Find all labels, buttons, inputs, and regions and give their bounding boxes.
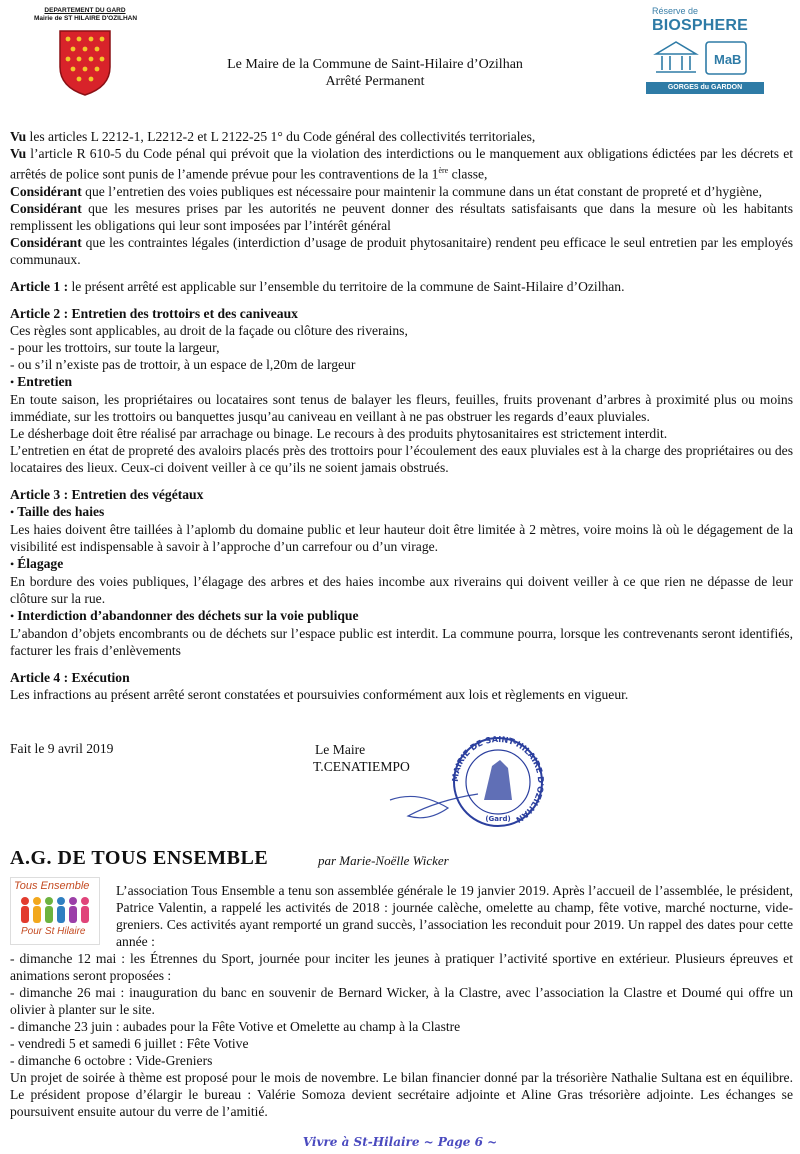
article-3-title: Article 3 : Entretien des végétaux (10, 486, 204, 502)
preamble-line: Considérant que les contraintes légales (interdiction d’usage de produit phytosanitaire) rendent peu efficace le seul entretien par les employés communaux. (10, 234, 793, 267)
tous-ensemble-logo (10, 877, 100, 945)
ag-date-item: - dimanche 23 juin : aubades pour la Fête Votive et Omelette au champ à la Clastre (10, 1019, 461, 1034)
article-2-title: Article 2 : Entretien des trottoirs et des caniveaux (10, 305, 298, 321)
mayor-stamp-icon (388, 730, 548, 840)
article-3-haies-text: Les haies doivent être taillées à l’aplomb du domaine public et leur hauteur doit être limitée à 2 mètres, voire moins là où le dégagement de la visibilité est indispensable à savoir à l’approche d’un carrefour ou d’un virage. (10, 521, 793, 554)
unesco-mab-icon (652, 38, 758, 80)
logo-line1: Tous Ensemble (14, 880, 90, 892)
bio-mab: MaB (714, 52, 742, 67)
bio-reserve: Réserve de (652, 6, 699, 16)
dept-line2: Mairie de ST HILAIRE D'OZILHAN (34, 15, 138, 22)
decree-body (10, 128, 793, 703)
ag-body (10, 950, 793, 1120)
decree-type: Arrêté Permanent (325, 74, 425, 89)
mayor-title: Le Maire de la Commune de Saint-Hilaire d’Ozilhan (227, 57, 523, 72)
header-title (150, 56, 600, 90)
bio-gorges: GORGES du GARDON (646, 82, 764, 94)
ag-intro: L’association Tous Ensemble a tenu son assemblée générale le 19 janvier 2019. Après l’accueil de l’assemblée, le président, Patrice Valentin, a rappelé les activités de 2018 : journée calèche, omelette au champ, fête votive, marché nocturne, vide-greniers. Ces activités ayant remporté un grand succès, l’association les reconduit pour 2019. Un rappel des dates pour cette année : (116, 883, 793, 949)
article-3-elagage-title: • Élagage (10, 555, 793, 573)
article-2-line: Ces règles sont applicables, au droit de la façade ou clôture des riverains, (10, 322, 408, 338)
ag-date-item: - dimanche 26 mai : inauguration du banc en souvenir de Bernard Wicker, à la Clastre, avec l’association la Clastre et Doumé qui offre un olivier à planter sur le site. (10, 985, 793, 1017)
preamble-line: Vu l’article R 610-5 du Code pénal qui prévoit que la violation des interdictions ou le manquement aux obligations édictées par les décrets et arrêtés de police sont punis de l’amende prévue pour les contraventions de la 1ère classe, (10, 146, 793, 182)
article-3-haies-title: • Taille des haies (10, 503, 793, 521)
ag-author: par Marie-Noëlle Wicker (318, 853, 449, 868)
article-3-dechets-text: L’abandon d’objets encombrants ou de déchets sur l’espace public est interdit. La commune pourra, lorsque les contrevenants seront identifiés, facturer les frais d’enlèvements (10, 625, 793, 658)
ag-date-item: - dimanche 6 octobre : Vide-Greniers (10, 1053, 213, 1068)
dept-line1: DEPARTEMENT DU GARD (44, 7, 126, 14)
article-2-para: En toute saison, les propriétaires ou locataires sont tenus de balayer les fleurs, feuilles, fruits provenant d’arbres à proximité plus ou moins immédiate, sur les trottoirs ou banquettes jusqu’au caniveau en veillant à ne pas obstruer les regards d’eaux pluviales. (10, 391, 793, 424)
preamble-line: Considérant que l’entretien des voies publiques est nécessaire pour maintenir la commune dans un état constant de propreté et d’hygiène, (10, 183, 762, 199)
preamble-line: Considérant que les mesures prises par les autorités ne peuvent donner des résultats satisfaisants que dans la mesure où les habitants remplissent les obligations qui leur sont imposées par l’intérêt général (10, 200, 793, 233)
article-2-para: L’entretien en état de propreté des avaloirs placés près des trottoirs pour l’écoulement des eaux pluviales est à la charge des propriétaires ou des locataires des lieux. Ceux-ci doivent veiller à ce qu’ils ne soient jamais obstrués. (10, 442, 793, 475)
stamp-gard-text: (Gard) (485, 815, 511, 823)
ag-title: A.G. DE TOUS ENSEMBLE (10, 847, 269, 869)
department-logo (34, 3, 136, 99)
ag-closing: Un projet de soirée à thème est proposé pour le mois de novembre. Le bilan financier donné par la trésorière Nathalie Sultana est en équilibre. Le président propose d’élargir le bureau : Valérie Somoza devient secrétaire adjointe et Aline Gras trésorière adjointe. Les échanges se poursuivent ensuite autour du verre de l’amitié. (10, 1070, 793, 1119)
article-2-para: Le désherbage doit être réalisé par arrachage ou binage. Le recours à des produits phytosanitaires est strictement interdit. (10, 425, 668, 441)
bio-biosphere: BIOSPHERE (652, 17, 749, 34)
page-footer: Vivre à St-Hilaire ~ Page 6 ~ (302, 1135, 498, 1149)
preamble-line: Vu les articles L 2212-1, L2212-2 et L 2122-25 1° du Code général des collectivités territoriales, (10, 129, 536, 144)
article-2-line: - ou s’il n’existe pas de trottoir, à un espace de l,20m de largeur (10, 356, 356, 372)
biosphere-logo (646, 4, 764, 94)
article-3-dechets-title: • Interdiction d’abandonner des déchets sur la voie publique (10, 607, 793, 625)
article-2-line: - pour les trottoirs, sur toute la largeur, (10, 339, 220, 355)
signature-name: T.CENATIEMPO (313, 759, 410, 774)
article-2-subtitle: • Entretien (10, 373, 793, 391)
signature-role: Le Maire (315, 742, 366, 757)
ag-date-item: - vendredi 5 et samedi 6 juillet : Fête Votive (10, 1036, 249, 1051)
ag-date-item: - dimanche 12 mai : les Étrennes du Sport, journée pour inciter les jeunes à pratiquer l’activité sportive en extérieur. Plusieurs épreuves et animations seront proposées : (10, 951, 793, 983)
stamp-ring-text: MAIRIE DE SAINT-HILAIRE D'OZILHAN (449, 733, 547, 826)
article-1: Article 1 : le présent arrêté est applicable sur l’ensemble du territoire de la commune de Saint-Hilaire d’Ozilhan. (10, 278, 625, 294)
signature-date: Fait le 9 avril 2019 (10, 741, 114, 756)
people-icon (19, 895, 91, 925)
coat-of-arms-icon (58, 29, 112, 97)
logo-line2: Pour St Hilaire (21, 926, 86, 937)
article-4-text: Les infractions au présent arrêté seront constatées et poursuivies conformément aux lois et règlements en vigueur. (10, 686, 629, 702)
article-3-elagage-text: En bordure des voies publiques, l’élagage des arbres et des haies incombe aux riverains qui doivent veiller à ce que rien ne dépasse de leur clôture sur la rue. (10, 573, 793, 606)
article-4-title: Article 4 : Exécution (10, 669, 130, 685)
